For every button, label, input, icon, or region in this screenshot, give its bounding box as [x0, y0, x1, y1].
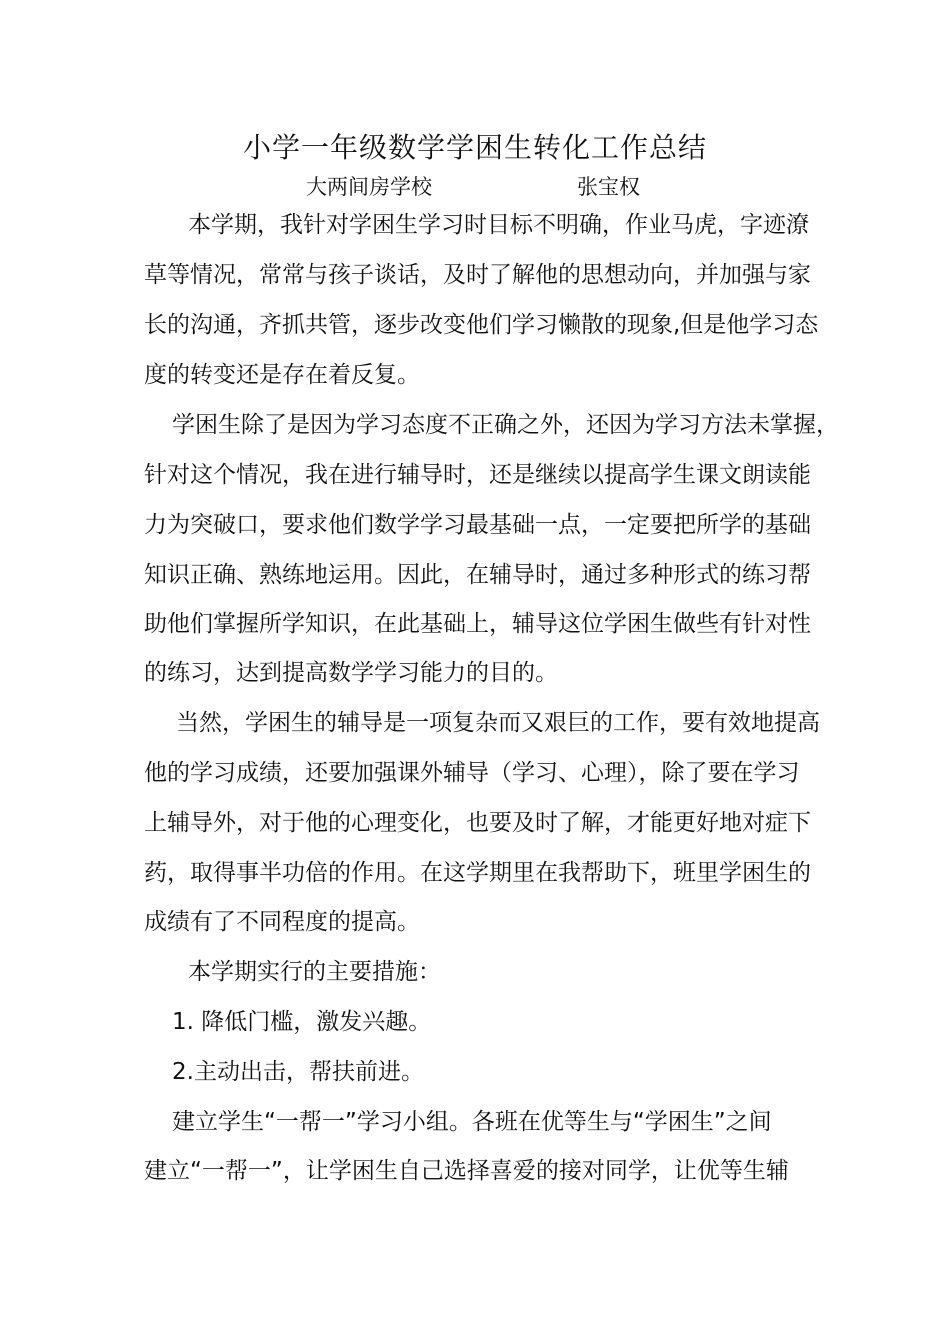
paragraph-line: 上辅导外，对于他的心理变化，也要及时了解，才能更好地对症下	[144, 810, 811, 836]
paragraph-line: 针对这个情况，我在进行辅导时，还是继续以提高学生课文朗读能	[144, 462, 811, 488]
author-name: 张宝权	[577, 175, 640, 199]
list-item: 1. 降低门槛，激发兴趣。	[172, 1009, 432, 1035]
paragraph-line: 药，取得事半功倍的作用。在这学期里在我帮助下，班里学困生的	[144, 860, 811, 886]
document-title: 小学一年级数学学困生转化工作总结	[242, 131, 707, 164]
paragraph-line: 助他们掌握所学知识，在此基础上，辅导这位学困生做些有针对性	[144, 611, 811, 637]
paragraph-line: 学困生除了是因为学习态度不正确之外，还因为学习方法未掌握，	[172, 412, 839, 438]
paragraph-line: 的练习，达到提高数学学习能力的目的。	[144, 660, 558, 686]
paragraph-line: 成绩有了不同程度的提高。	[144, 909, 420, 935]
measures-heading: 本学期实行的主要措施：	[188, 959, 441, 985]
paragraph-line: 长的沟通，齐抓共管，逐步改变他们学习懒散的现象,但是他学习态	[144, 312, 819, 338]
paragraph-line: 知识正确、熟练地运用。因此，在辅导时，通过多种形式的练习帮	[144, 562, 811, 588]
paragraph-line: 建立学生“一帮一”学习小组。各班在优等生与“学困生”之间	[172, 1109, 772, 1135]
school-name: 大两间房学校	[306, 175, 432, 199]
list-item: 2.主动出击，帮扶前进。	[172, 1059, 424, 1085]
paragraph-line: 度的转变还是存在着反复。	[144, 362, 420, 388]
paragraph-line: 当然，学困生的辅导是一项复杂而又艰巨的工作，要有效地提高	[176, 710, 820, 736]
paragraph-line: 本学期，我针对学困生学习时目标不明确，作业马虎，字迹潦	[188, 212, 809, 238]
paragraph-line: 草等情况，常常与孩子谈话，及时了解他的思想动向，并加强与家	[144, 262, 811, 288]
paragraph-line: 建立“一帮一”，让学困生自己选择喜爱的接对同学，让优等生辅	[144, 1158, 789, 1184]
paragraph-line: 力为突破口，要求他们数学学习最基础一点，一定要把所学的基础	[144, 512, 811, 538]
paragraph-line: 他的学习成绩，还要加强课外辅导（学习、心理），除了要在学习	[144, 760, 800, 786]
